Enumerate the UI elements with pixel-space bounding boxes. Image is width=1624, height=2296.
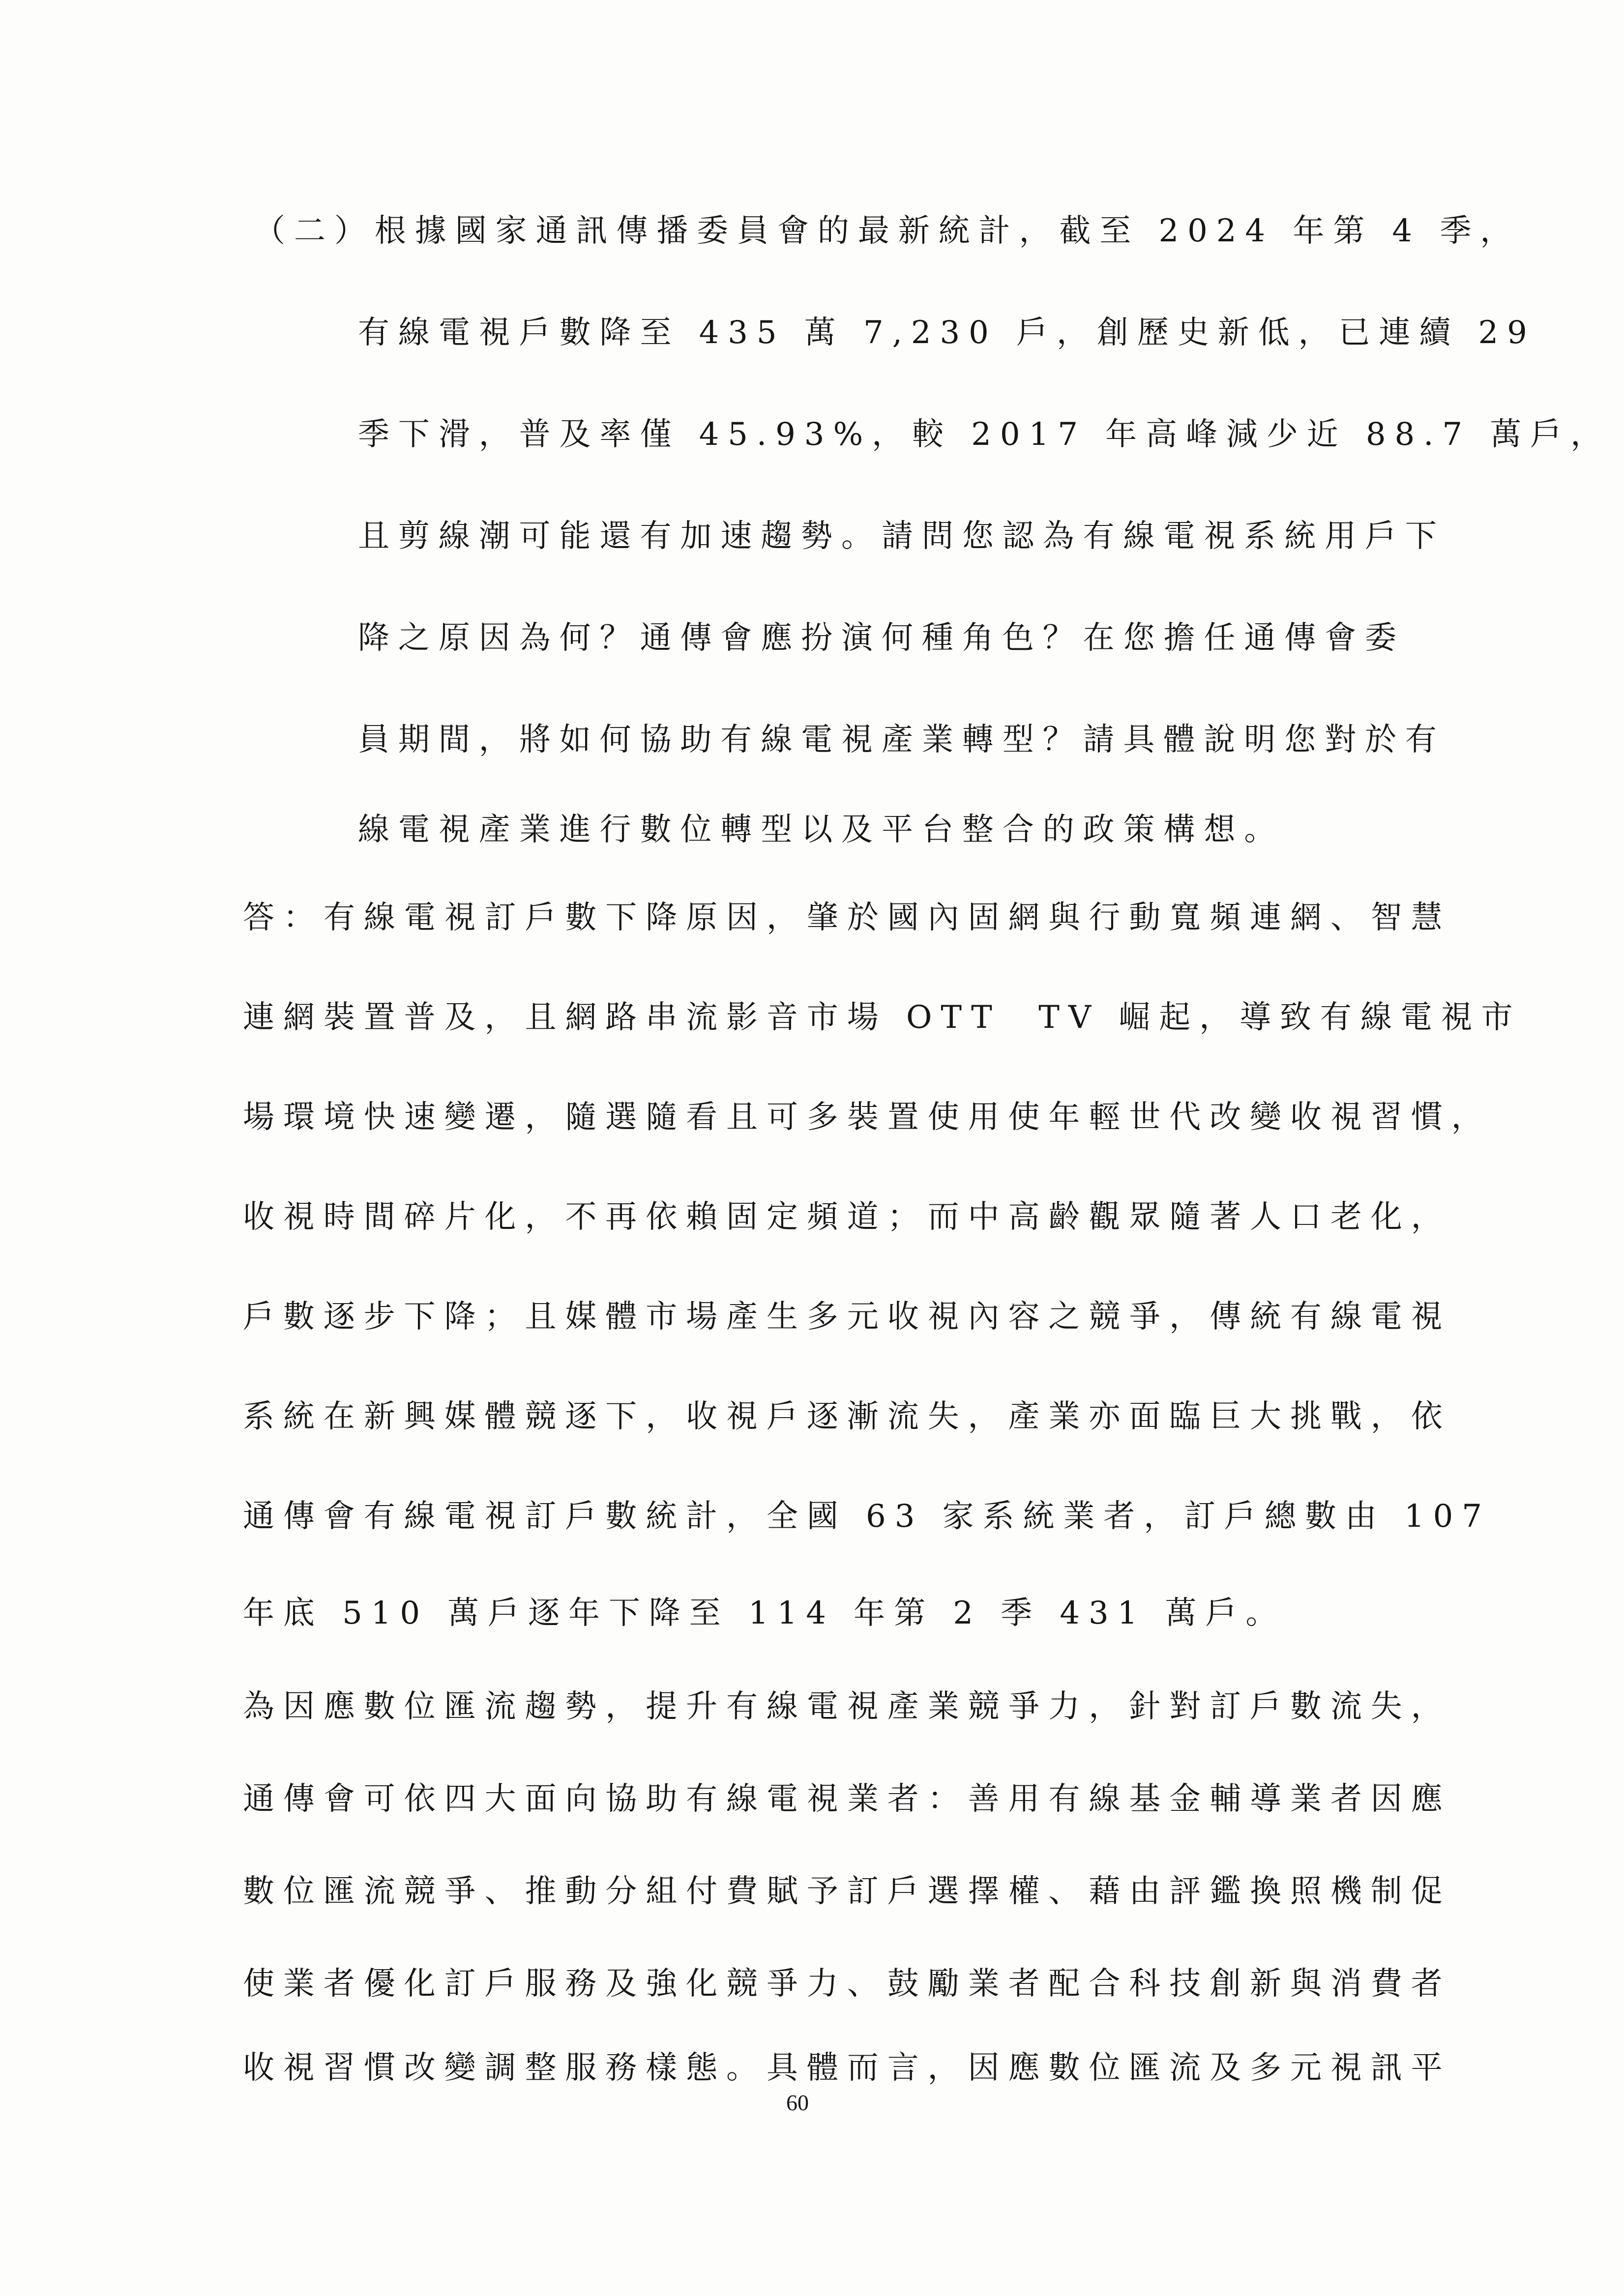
answer-line: 通傳會可依四大面向協助有線電視業者：善用有線基金輔導業者因應	[243, 1781, 1451, 1817]
question-line: 員期間，將如何協助有線電視產業轉型？請具體說明您對於有	[358, 722, 1446, 758]
answer-line: 連網裝置普及，且網路串流影音市場 OTT TV 崛起，導致有線電視市	[243, 999, 1522, 1036]
answer-line: 為因應數位匯流趨勢，提升有線電視產業競爭力，針對訂戶數流失，	[243, 1688, 1451, 1725]
answer-line: 通傳會有線電視訂戶數統計，全國 63 家系統業者，訂戶總數由 107	[243, 1498, 1491, 1535]
answer-line: 場環境快速變遷，隨選隨看且可多裝置使用使年輕世代改變收視習慣，	[243, 1099, 1492, 1135]
question-line: 有線電視戶數降至 435 萬 7,230 戶，創歷史新低，已連續 29	[358, 315, 1536, 351]
question-line: 季下滑，普及率僅 45.93%，較 2017 年高峰減少近 88.7 萬戶，	[358, 416, 1611, 453]
answer-line: 戶數逐步下降；且媒體市場產生多元收視內容之競爭，傳統有線電視	[243, 1299, 1451, 1335]
answer-line: 年底 510 萬戶逐年下降至 114 年第 2 季 431 萬戶。	[243, 1595, 1286, 1631]
answer-line: 系統在新興媒體競逐下，收視戶逐漸流失，產業亦面臨巨大挑戰，依	[243, 1398, 1451, 1435]
question-line: 線電視產業進行數位轉型以及平台整合的政策構想。	[358, 812, 1285, 848]
answer-line: 收視時間碎片化，不再依賴固定頻道；而中高齡觀眾隨著人口老化，	[243, 1199, 1451, 1235]
answer-line: 答：有線電視訂戶數下降原因，肇於國內固網與行動寬頻連網、智慧	[243, 900, 1451, 936]
answer-line: 收視習慣改變調整服務樣態。具體而言，因應數位匯流及多元視訊平	[243, 2050, 1451, 2086]
page-number: 60	[786, 2090, 809, 2115]
question-line: 且剪線潮可能還有加速趨勢。請問您認為有線電視系統用戶下	[358, 518, 1446, 554]
answer-line: 使業者優化訂戶服務及強化競爭力、鼓勵業者配合科技創新與消費者	[243, 1966, 1451, 2002]
answer-line: 數位匯流競爭、推動分組付費賦予訂戶選擇權、藉由評鑑換照機制促	[243, 1873, 1451, 1910]
question-line: （二）根據國家通訊傳播委員會的最新統計，截至 2024 年第 4 季，	[254, 213, 1521, 249]
question-line: 降之原因為何？通傳會應扮演何種角色？在您擔任通傳會委	[358, 620, 1405, 656]
